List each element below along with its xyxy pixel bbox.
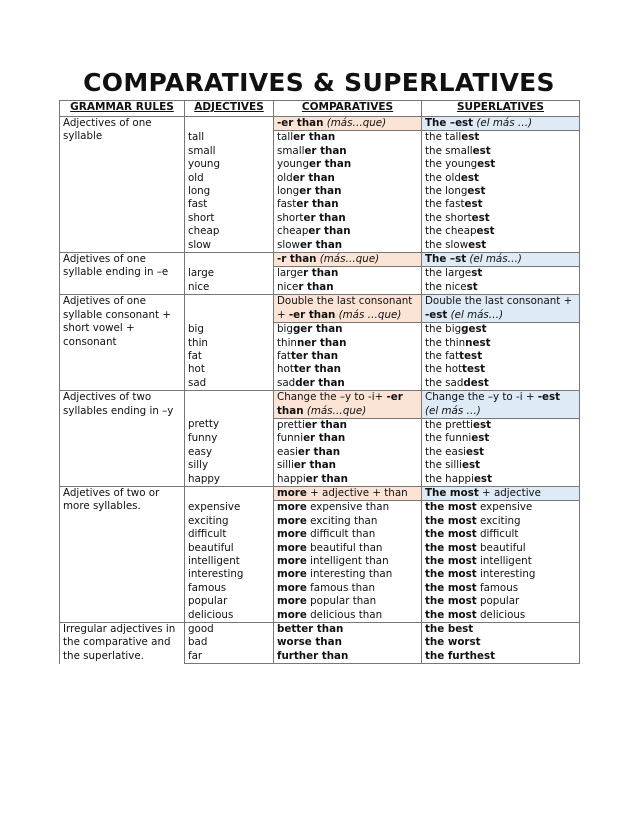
superlative-cell: the most beautiful [422, 542, 580, 555]
rule-cell: Adjectives of one syllable [60, 117, 185, 253]
superlative-cell: the easiest [422, 446, 580, 459]
comparative-cell: happier than [274, 473, 422, 487]
adjective-cell: famous [185, 582, 274, 595]
comparative-cell: older than [274, 172, 422, 185]
comparative-cell: larger than [274, 267, 422, 281]
adjective-cell [185, 117, 274, 131]
comparative-cell: taller than [274, 131, 422, 145]
comparative-cell: more intelligent than [274, 555, 422, 568]
adjective-cell [185, 253, 274, 267]
rule-cell: Irregular adjectives in the comparative and the superlative. [60, 623, 185, 664]
superlative-cell: the oldest [422, 172, 580, 185]
adjective-cell: bad [185, 636, 274, 649]
superlative-rule-cell: The most + adjective [422, 486, 580, 500]
comparative-cell: nicer than [274, 281, 422, 295]
comparative-cell: prettier than [274, 418, 422, 432]
superlative-cell: the furthest [422, 650, 580, 664]
page-title: COMPARATIVES & SUPERLATIVES [83, 68, 555, 97]
table-row [60, 486, 580, 500]
adjective-cell: hot [185, 363, 274, 376]
adjective-cell: big [185, 323, 274, 337]
adjective-cell: delicious [185, 609, 274, 623]
adjective-cell: long [185, 185, 274, 198]
comparative-cell: longer than [274, 185, 422, 198]
adjective-cell [185, 486, 274, 500]
superlative-rule-cell: Double the last consonant + -est (el más…) [422, 295, 580, 323]
comparative-cell: younger than [274, 158, 422, 171]
superlative-rule-cell: The –st (el más…) [422, 253, 580, 267]
comparative-cell: further than [274, 650, 422, 664]
adjective-cell: short [185, 212, 274, 225]
superlative-cell: the prettiest [422, 418, 580, 432]
superlative-cell: the shortest [422, 212, 580, 225]
superlative-cell: the funniest [422, 432, 580, 445]
grammar-table [59, 100, 580, 664]
comparative-cell: more popular than [274, 595, 422, 608]
header-adjectives: ADJECTIVES [185, 101, 274, 117]
comparative-cell: more famous than [274, 582, 422, 595]
superlative-cell: the most intelligent [422, 555, 580, 568]
superlative-cell: the slowest [422, 239, 580, 253]
table-header-row [60, 101, 580, 117]
adjective-cell: tall [185, 131, 274, 145]
header-comparatives: COMPARATIVES [274, 101, 422, 117]
adjective-cell: good [185, 623, 274, 637]
comparative-cell: shorter than [274, 212, 422, 225]
superlative-cell: the most popular [422, 595, 580, 608]
superlative-cell: the most interesting [422, 568, 580, 581]
table-row [60, 623, 580, 637]
adjective-cell: beautiful [185, 542, 274, 555]
comparative-cell: slower than [274, 239, 422, 253]
superlative-cell: the silliest [422, 459, 580, 472]
superlative-cell: the biggest [422, 323, 580, 337]
comparative-rule-cell: Double the last consonant + -er than (más …que) [274, 295, 422, 323]
adjective-cell: difficult [185, 528, 274, 541]
rule-cell: Adjectives of two syllables ending in –y [60, 391, 185, 487]
adjective-cell [185, 295, 274, 323]
adjective-cell: happy [185, 473, 274, 487]
comparative-cell: smaller than [274, 145, 422, 158]
superlative-cell: the longest [422, 185, 580, 198]
table-row [60, 253, 580, 267]
adjective-cell: silly [185, 459, 274, 472]
superlative-cell: the happiest [422, 473, 580, 487]
adjective-cell [185, 391, 274, 419]
superlative-cell: the nicest [422, 281, 580, 295]
comparative-rule-cell: -r than (más…que) [274, 253, 422, 267]
comparative-cell: hotter than [274, 363, 422, 376]
superlative-cell: the most delicious [422, 609, 580, 623]
comparative-cell: worse than [274, 636, 422, 649]
superlative-cell: the most expensive [422, 501, 580, 515]
adjective-cell: old [185, 172, 274, 185]
comparative-cell: more difficult than [274, 528, 422, 541]
superlative-cell: the smallest [422, 145, 580, 158]
adjective-cell: easy [185, 446, 274, 459]
header-grammar-rules: GRAMMAR RULES [60, 101, 185, 117]
table-row [60, 117, 580, 131]
table-row [60, 295, 580, 323]
adjective-cell: large [185, 267, 274, 281]
adjective-cell: far [185, 650, 274, 664]
comparative-cell: cheaper than [274, 225, 422, 238]
adjective-cell: intelligent [185, 555, 274, 568]
adjective-cell: popular [185, 595, 274, 608]
comparative-rule-cell: more + adjective + than [274, 486, 422, 500]
comparative-cell: sillier than [274, 459, 422, 472]
superlative-cell: the saddest [422, 377, 580, 391]
comparative-cell: better than [274, 623, 422, 637]
comparative-cell: more delicious than [274, 609, 422, 623]
comparative-rule-cell: Change the –y to -i+ -er than (más…que) [274, 391, 422, 419]
superlative-rule-cell: Change the –y to -i + -est (el más …) [422, 391, 580, 419]
superlative-rule-cell: The –est (el más …) [422, 117, 580, 131]
adjective-cell: pretty [185, 418, 274, 432]
superlative-cell: the youngest [422, 158, 580, 171]
superlative-cell: the largest [422, 267, 580, 281]
header-superlatives: SUPERLATIVES [422, 101, 580, 117]
adjective-cell: fast [185, 198, 274, 211]
comparative-cell: more interesting than [274, 568, 422, 581]
superlative-cell: the most difficult [422, 528, 580, 541]
adjective-cell: sad [185, 377, 274, 391]
adjective-cell: thin [185, 337, 274, 350]
adjective-cell: small [185, 145, 274, 158]
superlative-cell: the most famous [422, 582, 580, 595]
comparative-rule-cell: -er than (más…que) [274, 117, 422, 131]
adjective-cell: young [185, 158, 274, 171]
comparative-cell: funnier than [274, 432, 422, 445]
superlative-cell: the hottest [422, 363, 580, 376]
adjective-cell: interesting [185, 568, 274, 581]
comparative-cell: fatter than [274, 350, 422, 363]
adjective-cell: slow [185, 239, 274, 253]
comparative-cell: easier than [274, 446, 422, 459]
adjective-cell: funny [185, 432, 274, 445]
superlative-cell: the best [422, 623, 580, 637]
superlative-cell: the fattest [422, 350, 580, 363]
comparative-cell: more expensive than [274, 501, 422, 515]
rule-cell: Adjetives of two or more syllables. [60, 486, 185, 622]
adjective-cell: expensive [185, 501, 274, 515]
adjective-cell: cheap [185, 225, 274, 238]
comparative-cell: bigger than [274, 323, 422, 337]
comparative-cell: more beautiful than [274, 542, 422, 555]
superlative-cell: the tallest [422, 131, 580, 145]
superlative-cell: the fastest [422, 198, 580, 211]
comparative-cell: more exciting than [274, 515, 422, 528]
comparative-cell: sadder than [274, 377, 422, 391]
adjective-cell: fat [185, 350, 274, 363]
adjective-cell: exciting [185, 515, 274, 528]
superlative-cell: the worst [422, 636, 580, 649]
superlative-cell: the most exciting [422, 515, 580, 528]
rule-cell: Adjetives of one syllable ending in –e [60, 253, 185, 295]
rule-cell: Adjetives of one syllable consonant + short vowel + consonant [60, 295, 185, 391]
table-row [60, 391, 580, 419]
superlative-cell: the thinnest [422, 337, 580, 350]
comparative-cell: thinner than [274, 337, 422, 350]
superlative-cell: the cheapest [422, 225, 580, 238]
comparative-cell: faster than [274, 198, 422, 211]
adjective-cell: nice [185, 281, 274, 295]
